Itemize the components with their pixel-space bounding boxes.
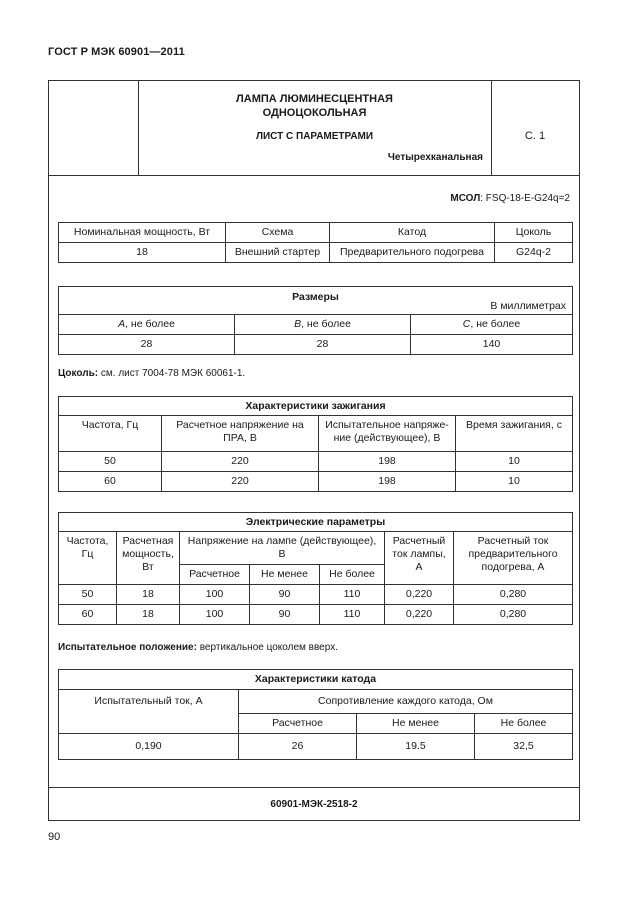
cap-note — [58, 368, 245, 379]
data-cell: 26 — [239, 734, 357, 760]
header-cell: Расчетный ток предварительного подогрева, А — [454, 532, 573, 585]
electrical-table — [58, 512, 573, 625]
data-cell: 18 — [117, 605, 180, 625]
header-cell: Не более — [320, 565, 385, 585]
data-cell: G24q-2 — [495, 243, 573, 263]
test-position-note — [58, 642, 338, 653]
dimensions-title-cell — [59, 287, 573, 315]
lamp-title-line1: ЛАМПА ЛЮМИНЕСЦЕНТНАЯ — [236, 93, 393, 105]
mcol-designation — [450, 193, 570, 204]
header-cell: Напряжение на лампе (действующее), В — [180, 532, 385, 565]
header-cell: Не более — [475, 714, 573, 734]
footer-divider — [49, 787, 579, 788]
data-cell: 50 — [59, 452, 162, 472]
dimensions-table — [58, 286, 573, 355]
data-cell: 198 — [319, 452, 456, 472]
mcol-value: : FSQ-18-E-G24q=2 — [480, 193, 570, 204]
sheet-frame — [48, 80, 580, 821]
data-cell: 28 — [235, 335, 411, 355]
header-cell: Расчетное напряжение на ПРА, В — [162, 416, 319, 452]
test-position-text: вертикальное цоколем вверх. — [196, 642, 338, 653]
header-cell: Испытательное напряже-ние (действующее), В — [319, 416, 456, 452]
header-cell: Частота, Гц — [59, 416, 162, 452]
sheet-label: ЛИСТ С ПАРАМЕТРАМИ — [255, 131, 374, 142]
header-cell: Сопротивление каждого катода, Ом — [239, 690, 573, 714]
header-divider — [49, 175, 579, 176]
data-cell: 10 — [456, 472, 573, 492]
cathode-title: Характеристики катода — [59, 670, 573, 690]
data-cell: 18 — [59, 243, 226, 263]
data-cell: 140 — [411, 335, 573, 355]
electrical-title: Электрические параметры — [59, 513, 573, 532]
data-cell: 18 — [117, 585, 180, 605]
header-left-cell — [49, 81, 139, 175]
header-cell: Катод — [330, 223, 495, 243]
data-cell: 0,190 — [59, 734, 239, 760]
page-number: 90 — [48, 831, 61, 843]
data-cell: 60 — [59, 472, 162, 492]
header-cell: Не менее — [250, 565, 320, 585]
ignition-table — [58, 396, 573, 492]
data-cell: 60 — [59, 605, 117, 625]
data-cell: 50 — [59, 585, 117, 605]
data-cell: 198 — [319, 472, 456, 492]
mcol-label: МСОЛ — [450, 193, 481, 204]
header-cell: Расчетное — [239, 714, 357, 734]
header-cell: Схема — [226, 223, 330, 243]
sheet-number: С. 1 — [524, 130, 546, 142]
cap-note-label: Цоколь: — [58, 368, 99, 379]
cap-note-text: см. лист 7004-78 МЭК 60061-1. — [98, 368, 246, 379]
header-cell: Расчетная мощность, Вт — [117, 532, 180, 585]
data-cell: 90 — [250, 585, 320, 605]
header-cell: Расчетный ток лампы, А — [385, 532, 454, 585]
header-cell: Цоколь — [495, 223, 573, 243]
header-cell: Не менее — [357, 714, 475, 734]
data-cell: 0,220 — [385, 585, 454, 605]
data-cell: 0,280 — [454, 605, 573, 625]
rating-table — [58, 222, 573, 263]
ignition-title: Характеристики зажигания — [59, 397, 573, 416]
data-cell: 100 — [180, 585, 250, 605]
data-cell: 90 — [250, 605, 320, 625]
sheet-code: 60901-МЭК-2518-2 — [270, 799, 358, 810]
data-cell: 28 — [59, 335, 235, 355]
cathode-table — [58, 669, 573, 760]
data-cell: 32,5 — [475, 734, 573, 760]
header-cell: Номинальная мощность, Вт — [59, 223, 226, 243]
data-cell: 110 — [320, 605, 385, 625]
data-cell: 10 — [456, 452, 573, 472]
test-position-label: Испытательное положение: — [58, 642, 197, 653]
dimensions-unit: В миллиметрах — [490, 300, 566, 312]
data-cell: 0,220 — [385, 605, 454, 625]
data-cell: 220 — [162, 472, 319, 492]
header-cell: Испытательный ток, А — [59, 690, 239, 734]
lamp-type: Четырехканальная — [387, 152, 483, 163]
header-cell: A, не более — [59, 315, 235, 335]
header-cell: Расчетное — [180, 565, 250, 585]
header-cell: B, не более — [235, 315, 411, 335]
header-title-cell — [138, 81, 492, 175]
data-cell: 19.5 — [357, 734, 475, 760]
data-cell: 220 — [162, 452, 319, 472]
header-cell: Время зажигания, с — [456, 416, 573, 452]
lamp-title-line2: ОДНОЦОКОЛЬНАЯ — [262, 107, 367, 119]
data-cell: Предварительного подогрева — [330, 243, 495, 263]
data-cell: 110 — [320, 585, 385, 605]
dimensions-title: Размеры — [292, 291, 339, 303]
standard-number: ГОСТ Р МЭК 60901—2011 — [48, 46, 185, 58]
data-cell: 0,280 — [454, 585, 573, 605]
header-cell: Частота, Гц — [59, 532, 117, 585]
data-cell: 100 — [180, 605, 250, 625]
data-cell: Внешний стартер — [226, 243, 330, 263]
header-cell: C, не более — [411, 315, 573, 335]
